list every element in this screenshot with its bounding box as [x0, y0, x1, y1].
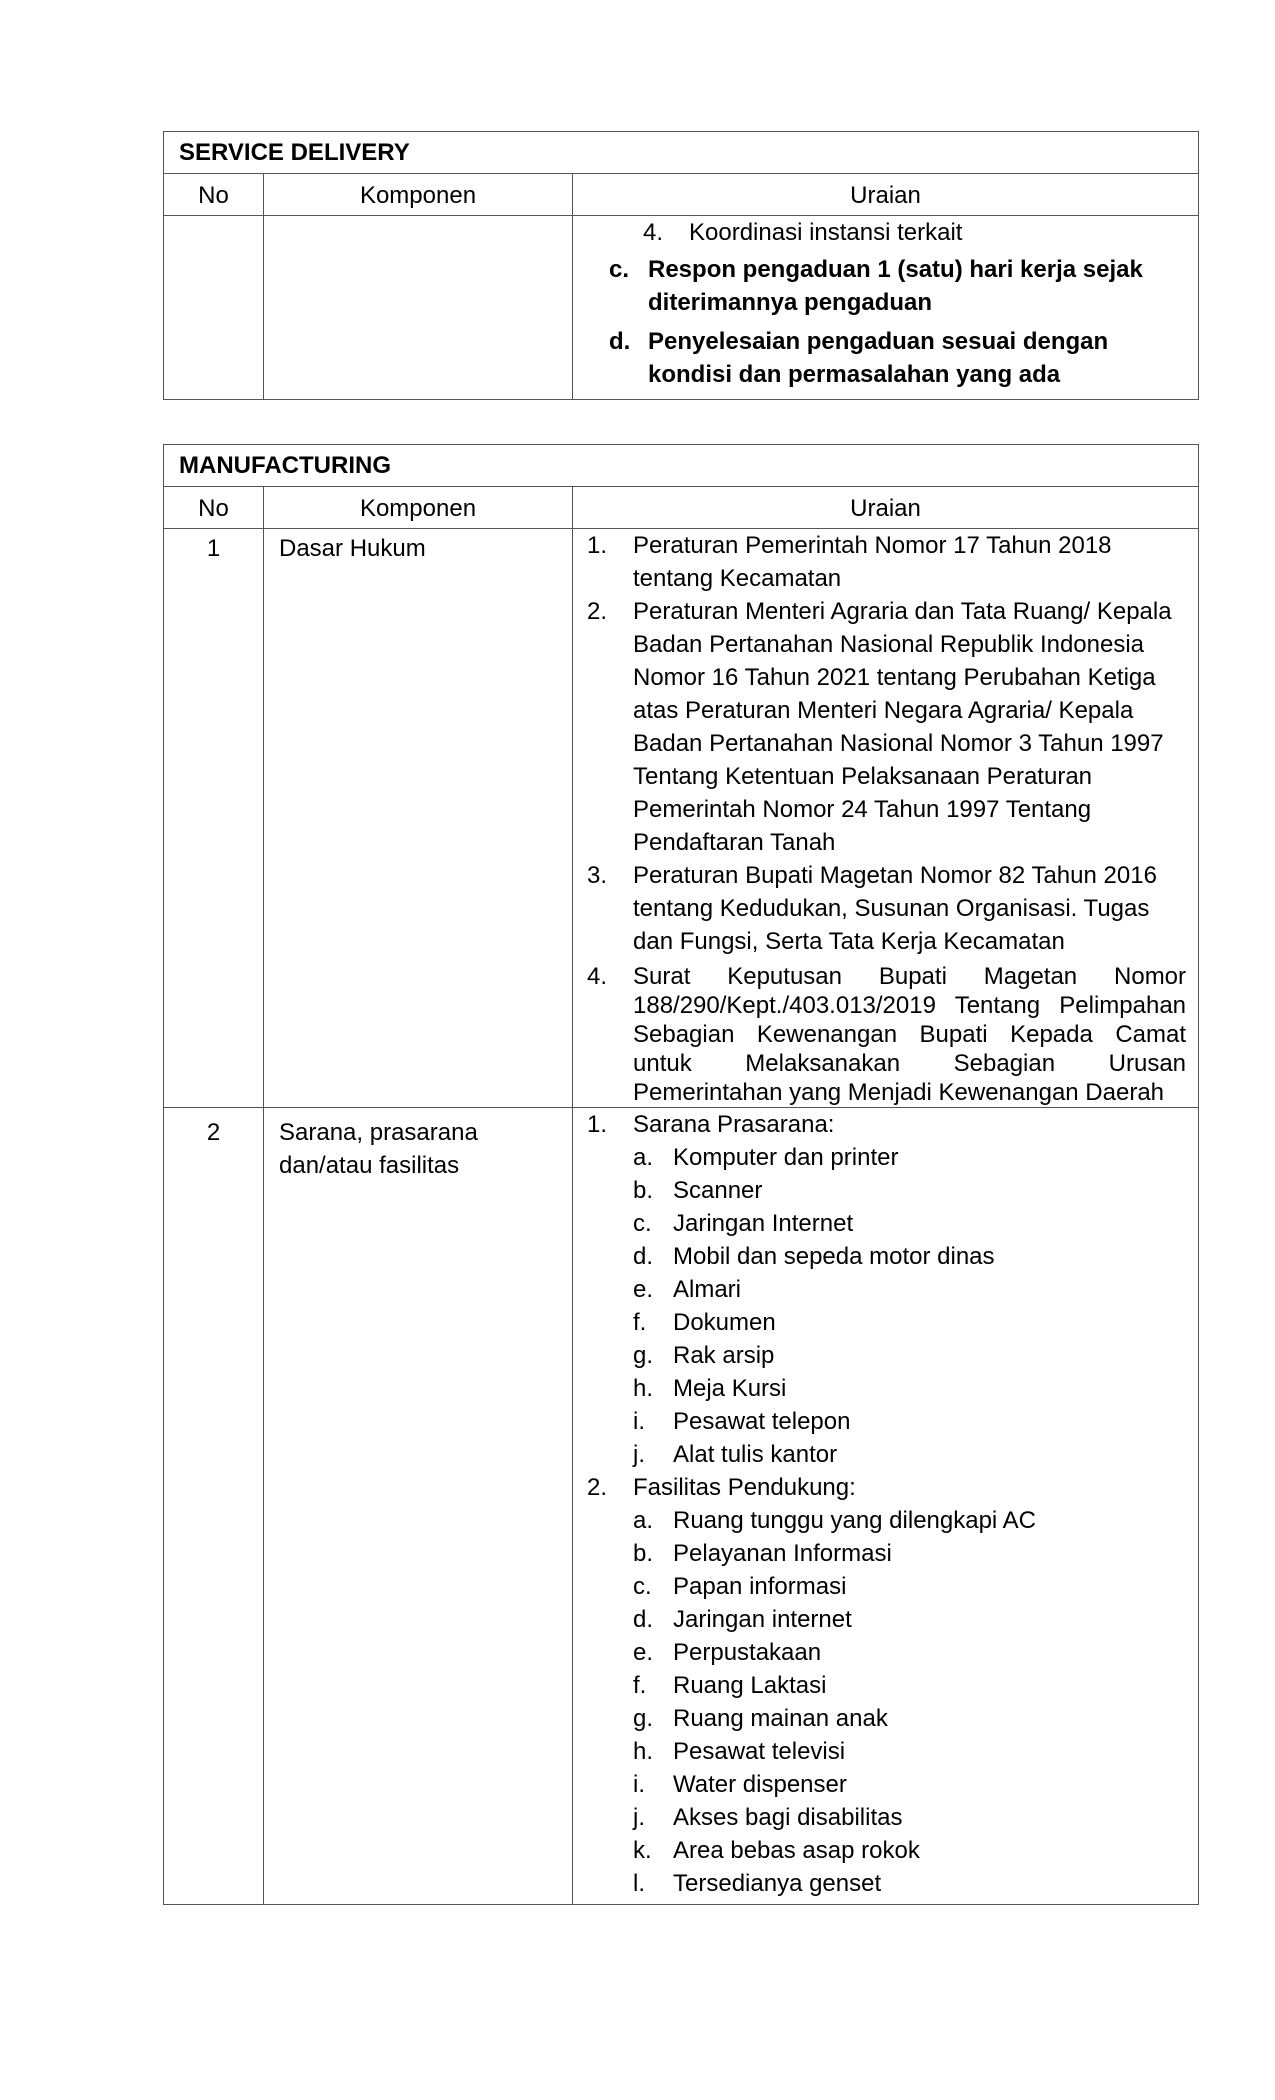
no-cell: 2	[164, 1108, 264, 1905]
list-text: Pesawat televisi	[673, 1738, 846, 1765]
list-marker: d.	[633, 1243, 654, 1270]
list-text: Respon pengaduan 1 (satu) hari kerja sejak diterimannya pengaduan	[648, 256, 1143, 316]
column-header-komponen: Komponen	[264, 174, 573, 216]
list-marker: 2.	[587, 1474, 608, 1501]
list-item	[633, 1141, 1186, 1174]
list-item	[633, 1339, 1186, 1372]
list-text: Penyelesaian pengaduan sesuai dengan kondisi dan permasalahan yang ada	[648, 328, 1109, 388]
column-header-uraian: Uraian	[573, 174, 1199, 216]
list-marker: c.	[633, 1573, 652, 1600]
list-text: Ruang Laktasi	[673, 1672, 827, 1699]
list-marker: f.	[633, 1672, 647, 1699]
komponen-cell: Dasar Hukum	[264, 529, 573, 1108]
list-item	[633, 1372, 1186, 1405]
list-marker: g.	[633, 1342, 654, 1369]
list-text: Koordinasi instansi terkait	[689, 219, 963, 246]
list-text: Surat Keputusan Bupati Magetan Nomor 188/290/Kept./403.013/2019 Tentang Pelimpahan Sebagian Kewenangan Bupati Kepada Camat untuk Melaksanakan Sebagian Urusan Pemerintahan yang Menjadi Kewenangan Daerah	[633, 963, 1187, 1106]
list-marker: h.	[633, 1375, 654, 1402]
list-item	[633, 1537, 1186, 1570]
list-marker: e.	[633, 1639, 654, 1666]
list-marker: b.	[633, 1177, 654, 1204]
list-marker: 4.	[643, 219, 664, 246]
manufacturing-table	[163, 444, 1199, 1905]
list-item	[633, 1867, 1186, 1900]
list-text: Perpustakaan	[673, 1639, 822, 1666]
list-item	[633, 1273, 1186, 1306]
uraian-cell	[573, 216, 1199, 400]
no-cell	[164, 216, 264, 400]
list-group	[587, 1471, 1186, 1504]
list-text: Jaringan internet	[673, 1606, 852, 1633]
list-text: Akses bagi disabilitas	[673, 1804, 903, 1831]
list-marker: e.	[633, 1276, 654, 1303]
komponen-cell: Sarana, prasarana dan/atau fasilitas	[264, 1108, 573, 1905]
list-marker: d.	[609, 328, 631, 355]
column-header-komponen: Komponen	[264, 487, 573, 529]
list-text: Almari	[673, 1276, 742, 1303]
list-item	[587, 253, 1186, 319]
list-item	[633, 1603, 1186, 1636]
list-marker: h.	[633, 1738, 654, 1765]
list-marker: j.	[633, 1441, 645, 1468]
fasilitas-pendukung-sublist	[587, 1504, 1186, 1900]
list-text: Mobil dan sepeda motor dinas	[673, 1243, 995, 1270]
list-marker: j.	[633, 1804, 645, 1831]
uraian-cell	[573, 1108, 1199, 1905]
list-item	[587, 325, 1186, 391]
list-item	[587, 216, 1186, 249]
list-text: Scanner	[673, 1177, 763, 1204]
list-text: Papan informasi	[673, 1573, 847, 1600]
list-marker: 2.	[587, 598, 608, 625]
list-text: Pelayanan Informasi	[673, 1540, 892, 1567]
uraian-cell	[573, 529, 1199, 1108]
list-item	[587, 859, 1186, 958]
list-item	[633, 1801, 1186, 1834]
list-marker: 3.	[587, 862, 608, 889]
list-text: Meja Kursi	[673, 1375, 787, 1402]
list-item	[633, 1174, 1186, 1207]
list-item	[633, 1207, 1186, 1240]
list-text: Water dispenser	[673, 1771, 847, 1798]
list-group-label: Fasilitas Pendukung:	[633, 1474, 856, 1501]
list-marker: l.	[633, 1870, 645, 1897]
list-text: Jaringan Internet	[673, 1210, 854, 1237]
table-row	[164, 1108, 1199, 1905]
list-text: Area bebas asap rokok	[673, 1837, 920, 1864]
legal-basis-list	[587, 529, 1186, 1107]
list-text: Peraturan Menteri Agraria dan Tata Ruang/ Kepala Badan Pertanahan Nasional Republik Indonesia Nomor 16 Tahun 2021 tentang Perubahan Ketiga atas Peraturan Menteri Negara Agraria/ Kepala Badan Pertanahan Nasional Nomor 3 Tahun 1997 Tentang Ketentuan Pelaksanaan Peraturan Pemerintah Nomor 24 Tahun 1997 Tentang Pendaftaran Tanah	[633, 598, 1172, 856]
list-text: Peraturan Pemerintah Nomor 17 Tahun 2018 tentang Kecamatan	[633, 532, 1112, 592]
table-title: SERVICE DELIVERY	[164, 132, 1199, 174]
service-delivery-table	[163, 131, 1199, 400]
no-cell: 1	[164, 529, 264, 1108]
list-item	[633, 1735, 1186, 1768]
list-marker: i.	[633, 1408, 645, 1435]
list-marker: 1.	[587, 532, 608, 559]
list-marker: 4.	[587, 963, 608, 990]
list-text: Dokumen	[673, 1309, 776, 1336]
list-text: Alat tulis kantor	[673, 1441, 838, 1468]
list-item	[633, 1240, 1186, 1273]
list-item	[633, 1768, 1186, 1801]
list-marker: g.	[633, 1705, 654, 1732]
list-text: Ruang tunggu yang dilengkapi AC	[673, 1507, 1036, 1534]
list-marker: d.	[633, 1606, 654, 1633]
komponen-cell	[264, 216, 573, 400]
list-item	[633, 1306, 1186, 1339]
facilities-list	[587, 1471, 1186, 1504]
list-item	[587, 595, 1186, 859]
table-title: MANUFACTURING	[164, 445, 1199, 487]
list-marker: f.	[633, 1309, 647, 1336]
list-item	[633, 1702, 1186, 1735]
list-text: Ruang mainan anak	[673, 1705, 888, 1732]
list-marker: a.	[633, 1507, 654, 1534]
list-text: Peraturan Bupati Magetan Nomor 82 Tahun 2016 tentang Kedudukan, Susunan Organisasi. Tugas dan Fungsi, Serta Tata Kerja Kecamatan	[633, 862, 1157, 955]
list-group	[587, 1108, 1186, 1141]
list-marker: k.	[633, 1837, 652, 1864]
list-marker: c.	[633, 1210, 652, 1237]
list-item	[633, 1570, 1186, 1603]
facilities-list	[587, 1108, 1186, 1141]
list-text: Pesawat telepon	[673, 1408, 851, 1435]
list-marker: c.	[609, 256, 630, 283]
list-item	[633, 1405, 1186, 1438]
list-marker: b.	[633, 1540, 654, 1567]
list-text: Komputer dan printer	[673, 1144, 899, 1171]
column-header-no: No	[164, 174, 264, 216]
list-text: Rak arsip	[673, 1342, 775, 1369]
list-item	[633, 1438, 1186, 1471]
list-item	[633, 1834, 1186, 1867]
list-item	[633, 1669, 1186, 1702]
list-item	[587, 529, 1186, 595]
list-marker: i.	[633, 1771, 645, 1798]
column-header-uraian: Uraian	[573, 487, 1199, 529]
list-item	[587, 962, 1186, 1107]
table-row	[164, 529, 1199, 1108]
list-item	[633, 1636, 1186, 1669]
list-item	[633, 1504, 1186, 1537]
list-marker: 1.	[587, 1111, 608, 1138]
list-marker: a.	[633, 1144, 654, 1171]
list-group-label: Sarana Prasarana:	[633, 1111, 835, 1138]
sarana-prasarana-sublist	[587, 1141, 1186, 1471]
list-text: Tersedianya genset	[673, 1870, 882, 1897]
column-header-no: No	[164, 487, 264, 529]
